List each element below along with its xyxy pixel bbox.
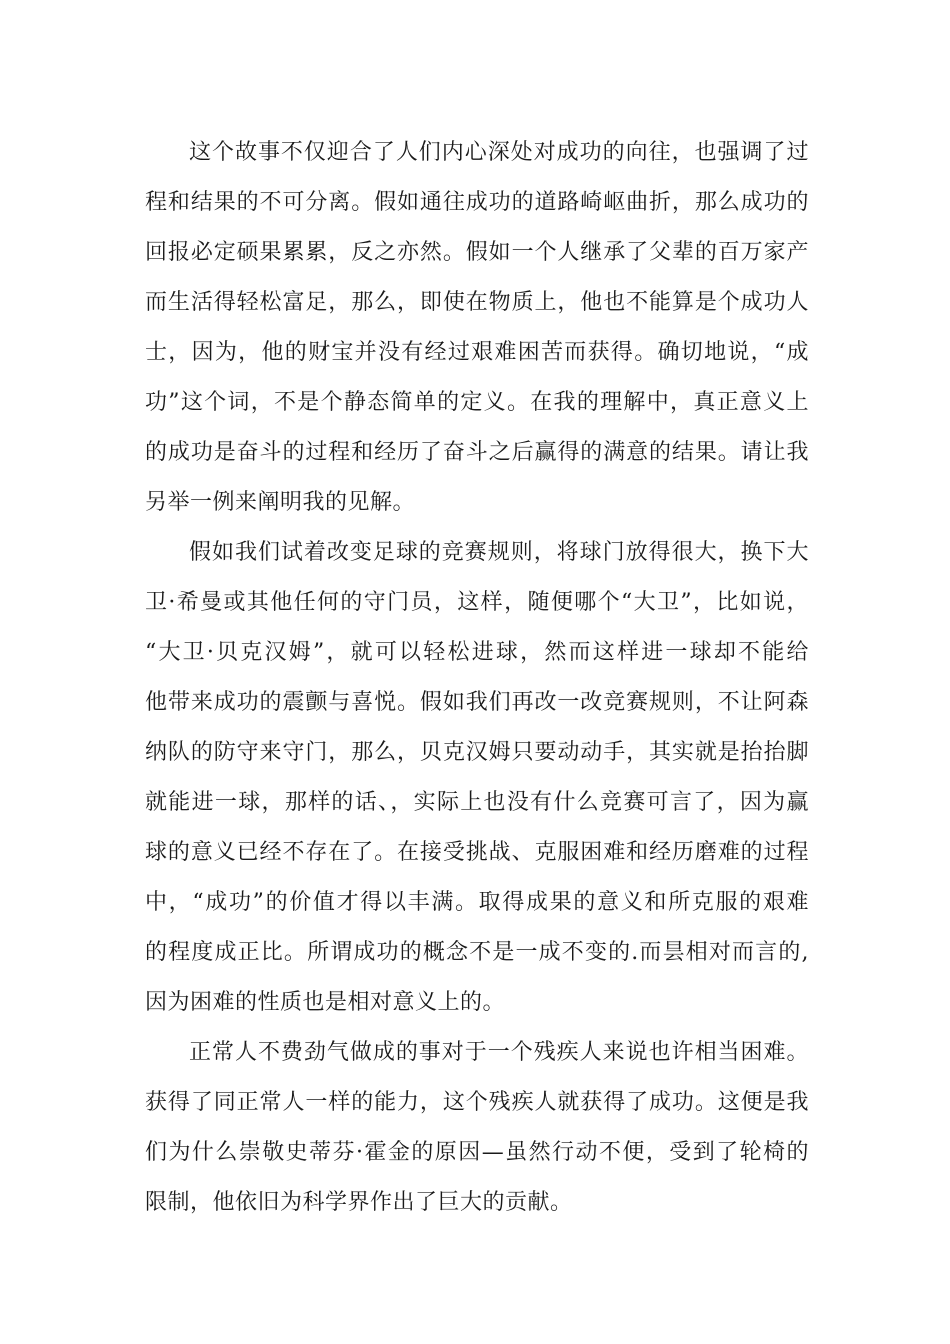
- text-line: 他带来成功的震颤与喜悦。假如我们再改一改竞赛规则，不让阿森: [145, 690, 809, 715]
- text-line: 限制，他依旧为科学界作出了巨大的贡献。: [145, 1190, 573, 1215]
- document-body: [145, 128, 809, 1228]
- text-line: 功”这个词，不是个静态简单的定义。在我的理解中，真正意义上: [145, 390, 809, 415]
- text-line: 因为困难的性质也是相对意义上的。: [145, 990, 506, 1015]
- text-line: 士，因为，他的财宝并没有经过艰难困苦而获得。确切地说，“成: [145, 340, 809, 365]
- paragraph-1: [145, 128, 809, 528]
- text-line: 程和结果的不可分离。假如通往成功的道路崎岖曲折，那么成功的: [145, 190, 809, 215]
- text-line: 的成功是奋斗的过程和经历了奋斗之后赢得的满意的结果。请让我: [145, 440, 809, 465]
- text-line: 们为什么崇敬史蒂芬·霍金的原因—虽然行动不便，受到了轮椅的: [145, 1140, 809, 1165]
- text-line: 中，“成功”的价值才得以丰满。取得成果的意义和所克服的艰难: [145, 890, 809, 915]
- text-line: 假如我们试着改变足球的竞赛规则，将球门放得很大，换下大: [189, 540, 809, 565]
- text-line: 获得了同正常人一样的能力，这个残疾人就获得了成功。这便是我: [145, 1090, 809, 1115]
- text-line: 就能进一球，那样的话、，实际上也没有什么竞赛可言了，因为赢: [145, 790, 809, 815]
- text-line: 纳队的防守来守门，那么，贝克汉姆只要动动手，其实就是抬抬脚: [145, 740, 809, 765]
- text-line: 回报必定硕果累累，反之亦然。假如一个人继承了父辈的百万家产: [145, 240, 809, 265]
- text-line: 的程度成正比。所谓成功的概念不是一成不变的.而昙相对而言的,: [145, 940, 809, 965]
- text-line: 这个故事不仅迎合了人们内心深处对成功的向往，也强调了过: [189, 140, 809, 165]
- text-line: 正常人不费劲气做成的事对于一个残疾人来说也许相当困难。: [189, 1040, 809, 1065]
- paragraph-2: [145, 528, 809, 1028]
- paragraph-3: [145, 1028, 809, 1228]
- text-line: 卫·希曼或其他任何的守门员，这样，随便哪个“大卫”，比如说，: [145, 590, 809, 615]
- text-line: 而生活得轻松富足，那么，即使在物质上，他也不能算是个成功人: [145, 290, 809, 315]
- text-line: 另举一例来阐明我的见解。: [145, 490, 416, 515]
- text-line: “大卫·贝克汉姆”，就可以轻松进球，然而这样进一球却不能给: [145, 640, 809, 665]
- text-line: 球的意义已经不存在了。在接受挑战、克服困难和经历磨难的过程: [145, 840, 809, 865]
